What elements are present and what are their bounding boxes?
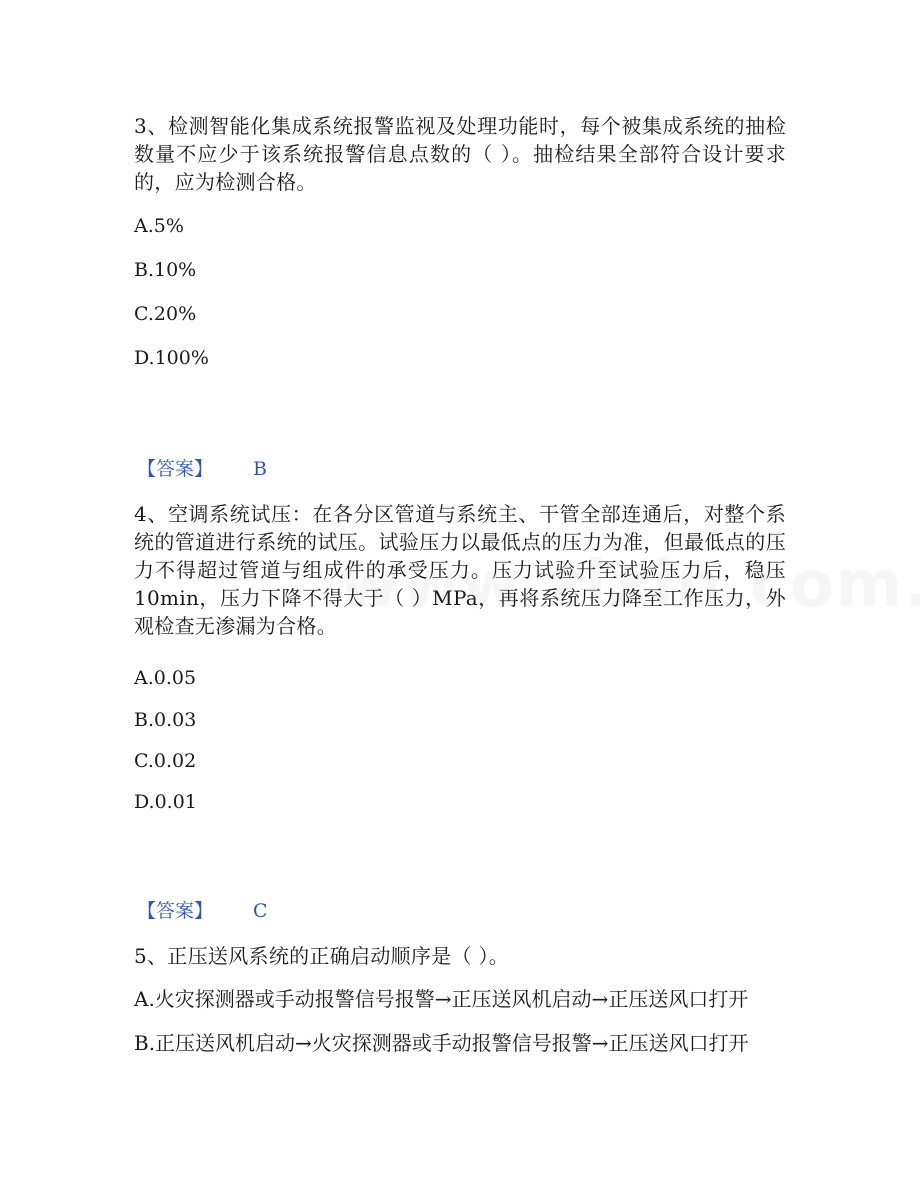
answer-value: B (253, 458, 267, 480)
question-4-option-c: C.0.02 (134, 750, 197, 772)
question-3-option-c: C.20% (134, 303, 197, 325)
question-4-answer (137, 898, 268, 924)
question-4-option-b: B.0.03 (134, 709, 197, 731)
question-5-option-a: A.火灾探测器或手动报警信号报警→正压送风机启动→正压送风口打开 (134, 987, 749, 1011)
question-5-stem: 5、正压送风系统的正确启动顺序是（ ）。 (134, 944, 510, 968)
question-4-stem: 4、空调系统试压：在各分区管道与系统主、干管全部连通后，对整个系统的管道进行系统的试压。试验压力以最低点的压力为准，但最低点的压力不得超过管道与组成件的承受压力。压力试验升至试验压力后，稳压10min，压力下降不得大于（ ）MPa，再将系统压力降至工作压力，外观检查无渗漏为合格。 (134, 502, 786, 638)
answer-label: 【答案】 (137, 900, 214, 922)
answer-label: 【答案】 (137, 458, 214, 480)
question-3-answer (137, 456, 267, 482)
question-3-option-a: A.5% (134, 215, 184, 237)
answer-value: C (253, 900, 268, 922)
question-3-stem: 3、检测智能化集成系统报警监视及处理功能时，每个被集成系统的抽检数量不应少于该系统报警信息点数的（ ）。抽检结果全部符合设计要求的，应为检测合格。 (134, 114, 786, 194)
question-3-option-d: D.100% (134, 347, 209, 369)
question-4-option-a: A.0.05 (134, 667, 197, 689)
question-5-option-b: B.正压送风机启动→火灾探测器或手动报警信号报警→正压送风口打开 (134, 1031, 749, 1055)
question-3-option-b: B.10% (134, 259, 197, 281)
question-4-option-d: D.0.01 (134, 791, 197, 813)
